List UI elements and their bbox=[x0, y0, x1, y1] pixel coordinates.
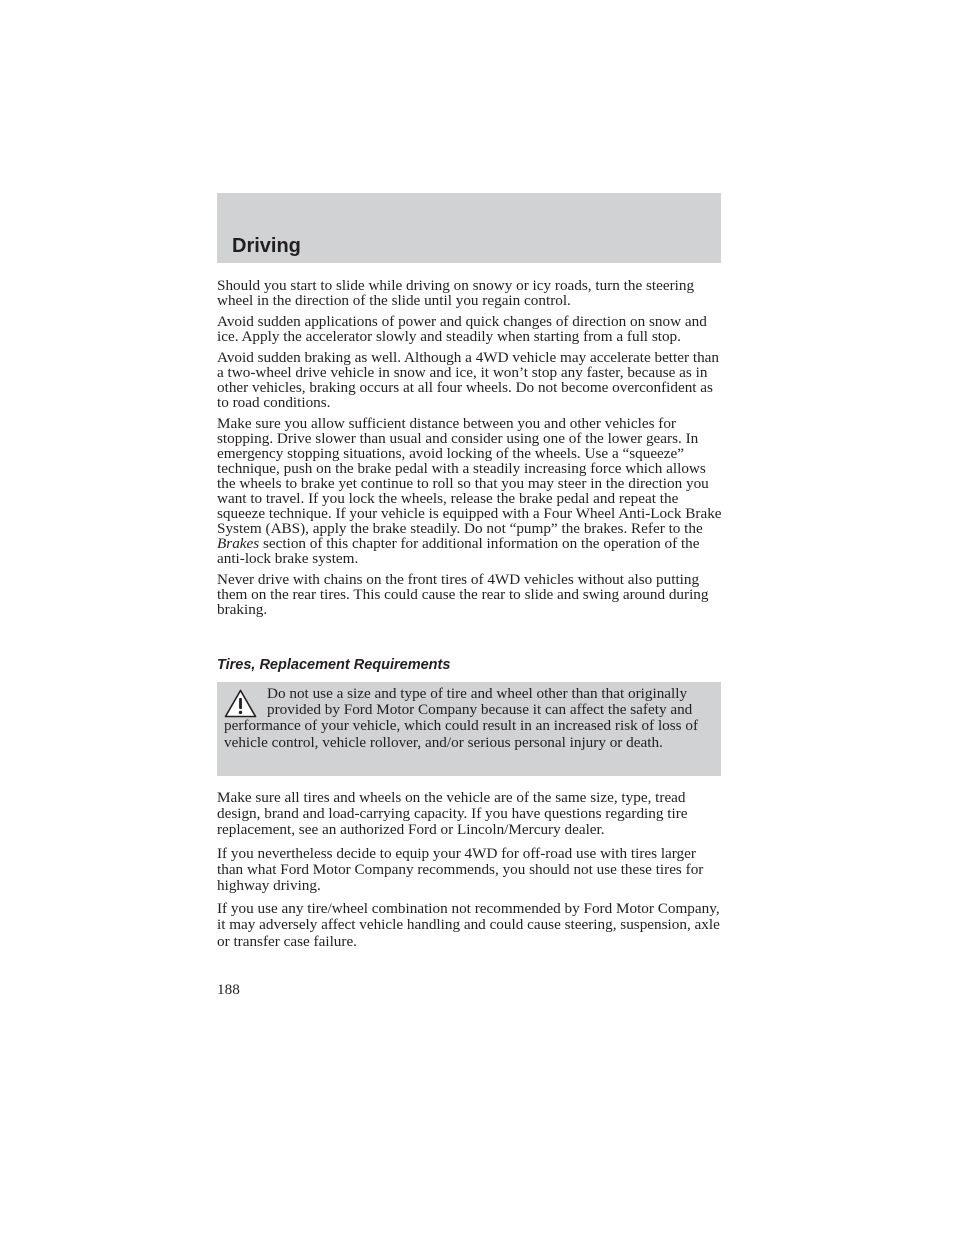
paragraph-combination: If you use any tire/wheel combination not recommended by Ford Motor Company, it may adversely affect vehicle handling and could cause steering, suspension, axle or transfer case failure. bbox=[217, 900, 720, 950]
warning-text: Do not use a size and type of tire and wheel other than that originally provided by Ford Motor Company because it can affect the safety and performance of your vehicle, which could result in an increased risk of loss of vehicle control, vehicle rollover, and/or serious personal injury or death. bbox=[224, 685, 699, 751]
section-heading: Tires, Replacement Requirements bbox=[217, 657, 451, 673]
page-number: 188 bbox=[217, 981, 240, 998]
paragraph-chains: Never drive with chains on the front tires of 4WD vehicles without also putting them on the rear tires. This could cause the rear to slide and swing around during braking. bbox=[217, 571, 709, 618]
stopping-text-after: section of this chapter for additional information on the operation of the anti-lock brake system. bbox=[217, 535, 700, 567]
paragraph-braking: Avoid sudden braking as well. Although a 4WD vehicle may accelerate better than a two-wheel drive vehicle in snow and ice, it won’t stop any faster, because as in other vehicles, braking occurs at all four wheels. Do not become overconfident as to road conditions. bbox=[217, 349, 719, 411]
warning-box bbox=[217, 682, 721, 776]
paragraph-stopping-distance bbox=[217, 416, 723, 566]
chapter-title: Driving bbox=[232, 235, 301, 257]
paragraph-power: Avoid sudden applications of power and quick changes of direction on snow and ice. Apply the accelerator slowly and steadily when starting from a full stop. bbox=[217, 313, 707, 345]
paragraph-off-road: If you nevertheless decide to equip your 4WD for off-road use with tires larger than what Ford Motor Company recommends, you should not use these tires for highway driving. bbox=[217, 844, 704, 895]
brakes-section-reference: Brakes bbox=[217, 535, 260, 552]
tire-text-block bbox=[217, 790, 723, 957]
driving-text-block bbox=[217, 278, 723, 623]
stopping-text-before: Make sure you allow sufficient distance between you and other vehicles for stopping. Drive slower than usual and consider using one of the lower gears. In emergency stopping situations, avoid locking of the wheels. Use a “squeeze” technique, push on the brake pedal with a steadily increasing force which allows the wheels to brake yet continue to roll so that you may steer in the direction you want to travel. If you lock the wheels, release the brake pedal and repeat the squeeze technique. If your vehicle is equipped with a Four Wheel Anti-Lock Brake System (ABS), apply the brake steadily. Do not “pump” the brakes. Refer to the bbox=[217, 415, 722, 537]
paragraph-same-size: Make sure all tires and wheels on the vehicle are of the same size, type, tread design, brand and load-carrying capacity. If you have questions regarding tire replacement, see an authorized Ford or Lincoln/Mercury dealer. bbox=[217, 789, 688, 839]
chapter-header-band bbox=[217, 193, 721, 263]
paragraph-slide: Should you start to slide while driving on snowy or icy roads, turn the steering wheel in the direction of the slide until you regain control. bbox=[217, 277, 695, 309]
